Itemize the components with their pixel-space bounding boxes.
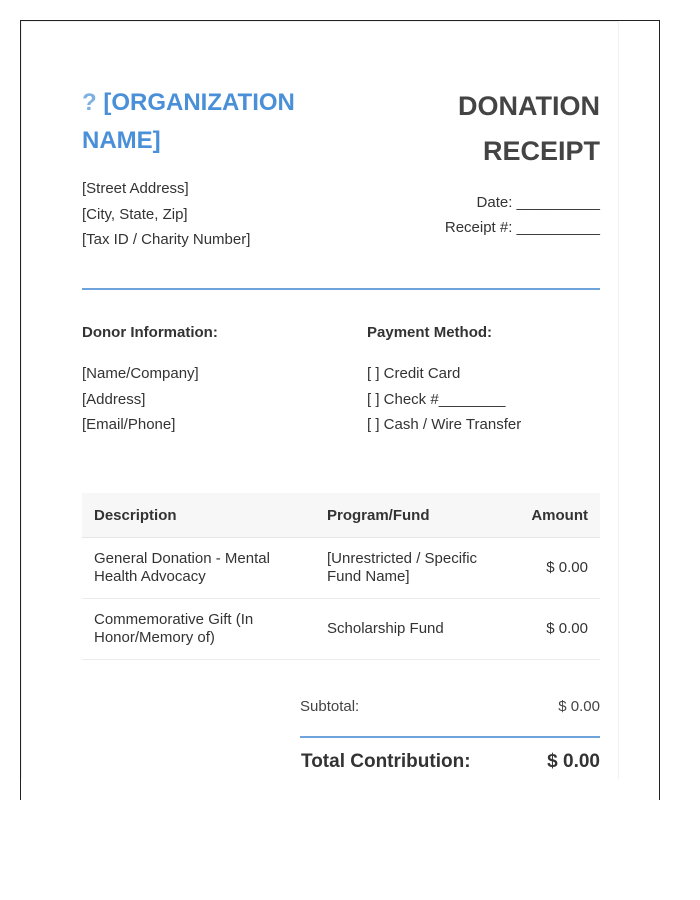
column-header-program-fund: Program/Fund [315,493,506,538]
receipt-meta [445,190,600,240]
row-description: Commemorative Gift (In Honor/Memory of) [82,599,315,660]
row-amount: $ 0.00 [506,538,600,599]
column-header-amount: Amount [506,493,600,538]
column-header-description: Description [82,493,315,538]
street-address: [Street Address] [82,180,189,197]
donation-items-table [82,493,600,660]
payment-methods [367,361,521,438]
donor-address: [Address] [82,390,146,408]
subtotal-value: $ 0.00 [558,698,600,715]
subtotal-label: Subtotal: [300,698,360,715]
table-row [82,538,600,599]
row-program-fund: Scholarship Fund [315,599,506,660]
city-state-zip: [City, State, Zip] [82,205,188,223]
row-description: General Donation - Mental Health Advocacy [82,538,315,599]
receipt-title-line2: RECEIPT [482,136,600,166]
donor-heading: Donor Information: [82,324,218,341]
donor-info [82,361,199,438]
organization-name-text: [ORGANIZATION NAME] [82,89,295,154]
organization-address [82,176,250,253]
row-program-fund: [Unrestricted / Specific Fund Name] [315,538,506,599]
header-divider [82,288,600,290]
payment-credit-card: [ ] Credit Card [367,365,461,382]
total-value: $ 0.00 [547,751,600,772]
receipt-title [458,84,600,174]
payment-cash-wire: [ ] Cash / Wire Transfer [367,416,522,433]
tax-id: [Tax ID / Charity Number] [82,231,251,248]
help-icon: ? [82,89,97,116]
receipt-number-field: Receipt #: __________ [444,219,600,236]
table-header-row [82,493,600,538]
donor-contact: [Email/Phone] [82,416,176,433]
table-row [82,599,600,660]
receipt-title-line1: DONATION [458,91,600,121]
organization-name [82,84,342,160]
donor-name: [Name/Company] [82,365,199,382]
payment-check: [ ] Check #________ [367,390,506,408]
totals-divider [300,736,600,738]
total-label: Total Contribution: [301,751,471,772]
payment-heading: Payment Method: [367,324,493,341]
date-field: Date: __________ [476,194,600,211]
row-amount: $ 0.00 [506,599,600,660]
